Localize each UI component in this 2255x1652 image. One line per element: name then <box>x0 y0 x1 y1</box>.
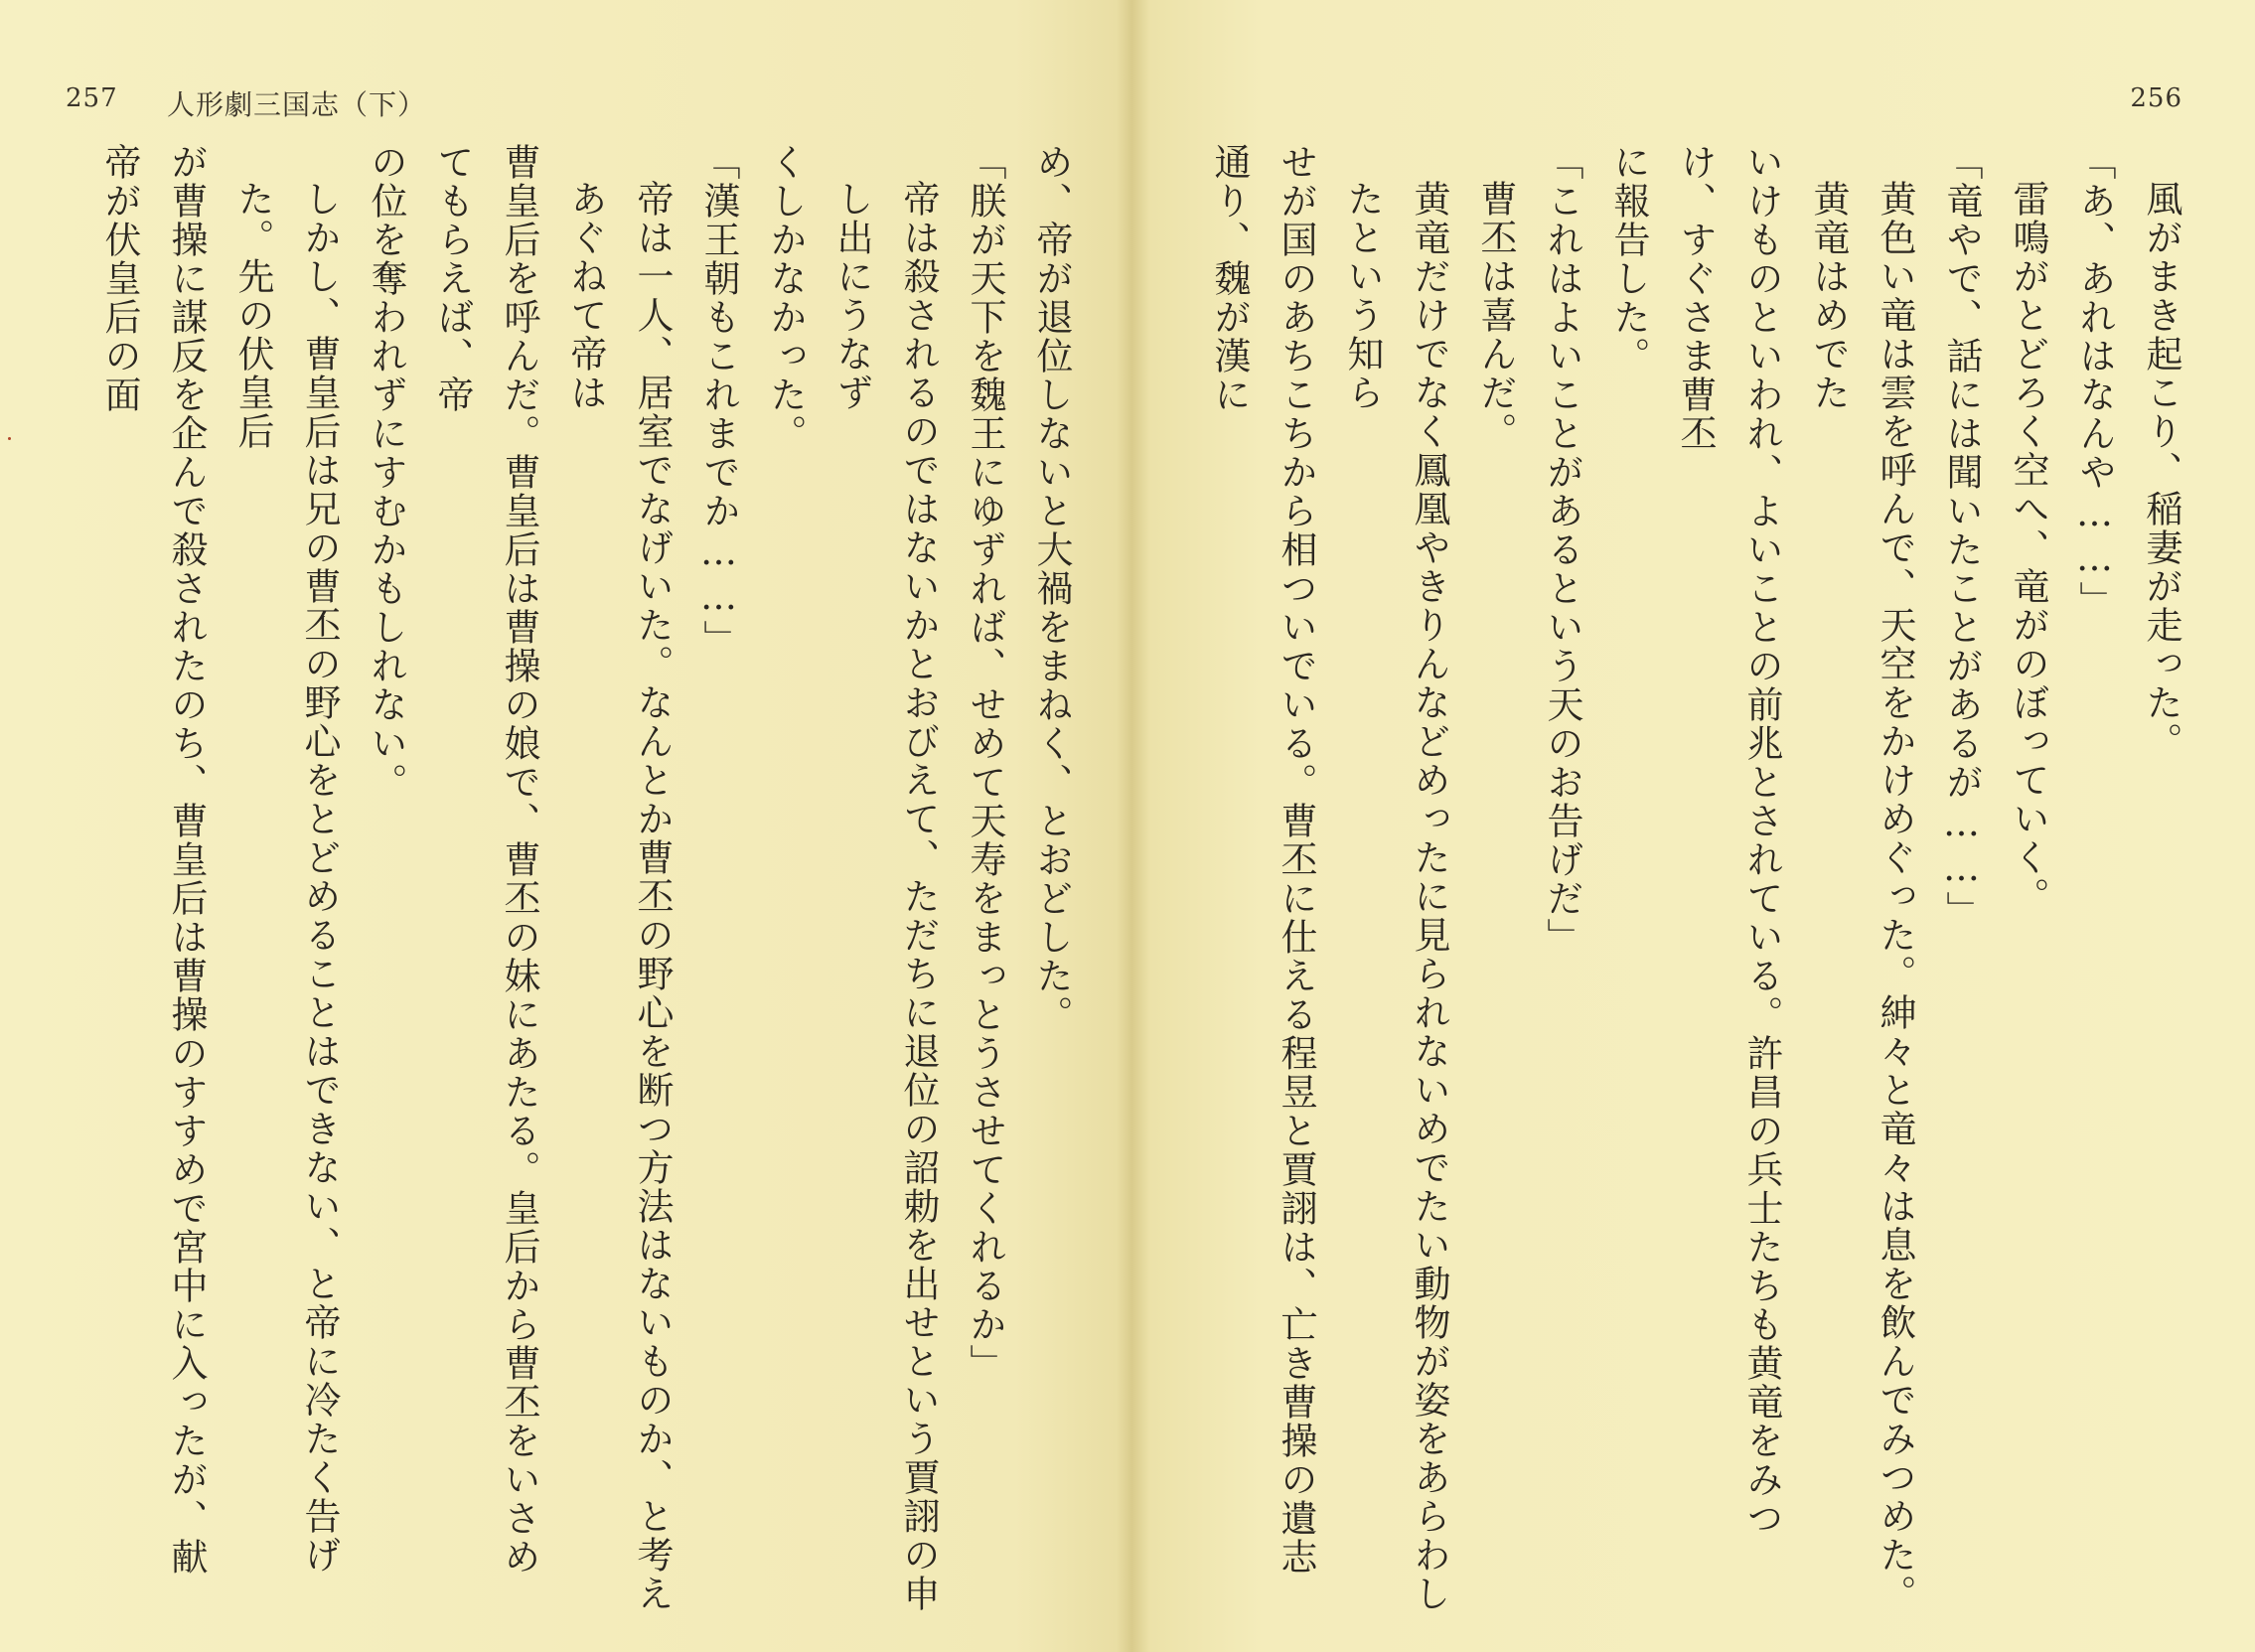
text-line <box>81 143 86 1613</box>
text-line: の位を奪われずにすむかもしれない。 <box>365 143 407 802</box>
right-page-body <box>1191 143 2194 1613</box>
text-line: しかし、曹皇后は兄の曹丕の野心をとどめることはできない、と帝に冷たく告げた。先の伏皇后 <box>231 180 341 1575</box>
text-line: 風がまき起こり、稲妻が走った。 <box>2140 180 2182 761</box>
text-line: 曹皇后を呼んだ。曹皇后は曹操の娘で、曹丕の妹にあたる。皇后から曹丕をいさめてもらえば、帝 <box>431 143 540 1577</box>
text-line: いけものといわれ、よいことの前兆とされている。許昌の兵士たちも黄竜をみつけ、すぐさま曹丕 <box>1674 143 1783 1538</box>
text-line: 「あ、あれはなんや……」 <box>2073 143 2116 620</box>
text-line: 帝は殺されるのではないかとおびえて、ただちに退位の詔勅を出せという賈詡の申し出にうなず <box>830 180 940 1613</box>
text-line: 「朕が天下を魏王にゆずれば、せめて天寿をまっとうさせてくれるか」 <box>964 143 1006 1383</box>
ink-fleck <box>8 437 11 440</box>
text-line: 帝は一人、居室でなげいた。なんとか曹丕の野心を断つ方法はないものか、と考えあぐねて帝は <box>564 180 674 1613</box>
text-line: せが国のあちこちから相ついでいる。曹丕に仕える程昱と賈詡は、亡き曹操の遺志通り、魏が漢に <box>1208 143 1317 1577</box>
text-line: め、帝が退位しないと大禍をまねく、とおどした。 <box>1030 143 1073 1034</box>
text-line <box>1191 143 1196 1613</box>
text-line: 曹丕は喜んだ。 <box>1474 180 1517 451</box>
text-line: 「漢王朝もこれまでか……」 <box>697 143 740 659</box>
left-page-number: 257 <box>66 83 118 113</box>
left-page-body <box>81 143 1085 1613</box>
text-line: 黄竜だけでなく鳳凰やきりんなどめったに見られないめでたい動物が姿をあらわしたという知ら <box>1341 180 1450 1613</box>
text-line: 「これはよいことがあるという天のお告げだ」 <box>1541 143 1583 957</box>
right-page <box>1128 0 2255 1652</box>
text-line: 「竜やで、話には聞いたことがあるが……」 <box>1940 143 1983 930</box>
left-running-title: 人形劇三国志（下） <box>167 88 427 121</box>
text-line: 雷鳴がとどろく空へ、竜がのぼっていく。 <box>2007 180 2049 916</box>
text-line: が曹操に謀反を企んで殺されたのち、曹皇后は曹操のすすめで宮中に入ったが、献帝が伏皇后の面 <box>98 143 208 1577</box>
text-line: に報告した。 <box>1607 143 1650 375</box>
text-line: 黄色い竜は雲を呼んで、天空をかけめぐった。紳々と竜々は息を飲んでみつめた。黄竜はめでた <box>1807 180 1916 1613</box>
text-line: くしかなかった。 <box>764 143 807 453</box>
right-page-number: 256 <box>2130 83 2182 113</box>
